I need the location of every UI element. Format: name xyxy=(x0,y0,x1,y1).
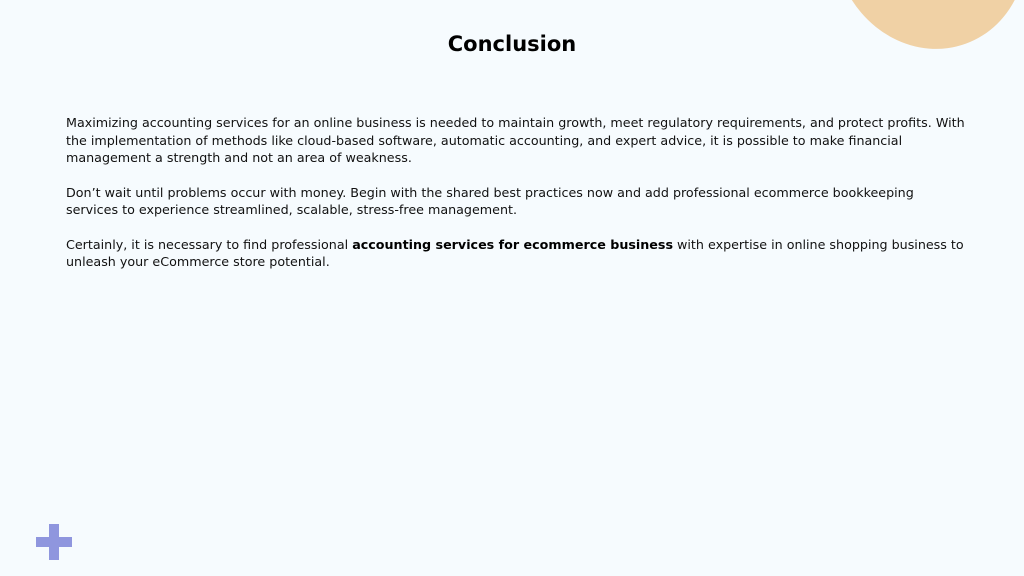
accounting-services-link[interactable]: accounting services for ecommerce business xyxy=(352,236,673,252)
closing-text-after: with expertise in online shopping business to unleash your eCommerce store potential. xyxy=(66,236,964,269)
closing-text-before: Certainly, it is necessary to find professional xyxy=(66,236,353,252)
plus-icon xyxy=(36,524,72,560)
paragraph-call-to-action: Don’t wait until problems occur with money. Begin with the shared best practices now and add professional ecommerce bookkeeping services to experience streamlined, scalable, stress-free management. xyxy=(66,184,914,217)
paragraph-closing xyxy=(66,236,966,271)
plus-icon-horizontal-bar xyxy=(36,537,72,547)
slide-body xyxy=(66,114,966,288)
slide-title: Conclusion xyxy=(447,32,577,56)
paragraph-intro: Maximizing accounting services for an online business is needed to maintain growth, meet regulatory requirements, and protect profits. With the implementation of methods like cloud-based software, automatic accounting, and expert advice, it is possible to make financial management a strength and not an area of weakness. xyxy=(66,115,965,165)
